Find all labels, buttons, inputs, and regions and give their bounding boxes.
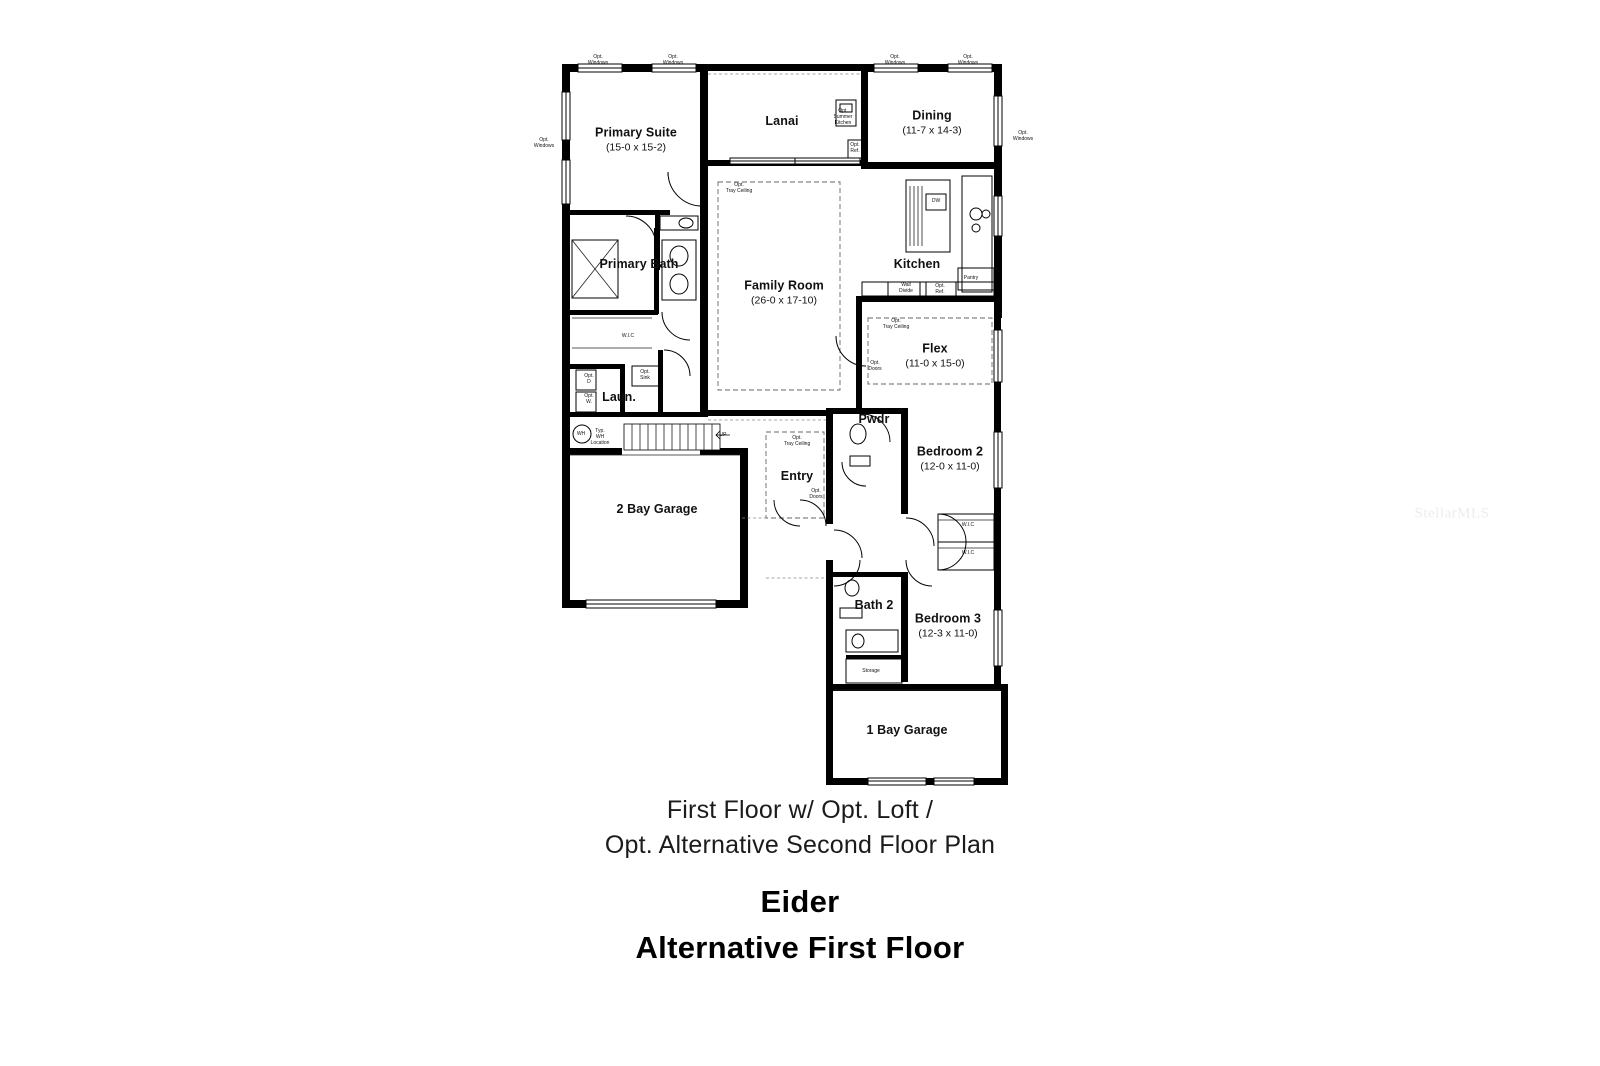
plan-annotation	[622, 333, 634, 339]
plan-title-model-name: Eider	[760, 884, 840, 919]
room-label	[602, 390, 636, 406]
room-name: Primary Bath	[599, 257, 679, 272]
room-name: Dining	[912, 108, 952, 123]
annotation-line: Tray Ceiling	[882, 324, 910, 330]
annotation-line: Opt.	[891, 318, 901, 324]
plan-annotation	[588, 54, 608, 66]
plan-annotation	[720, 432, 727, 438]
plan-annotation	[534, 137, 554, 149]
room-label	[866, 723, 947, 739]
annotation-line: Sink	[640, 375, 650, 381]
room-name: Pwdr	[858, 412, 890, 427]
annotation-line: Wall	[901, 282, 911, 288]
annotation-line: D	[587, 379, 591, 385]
plan-annotation	[932, 198, 940, 204]
room-name: Entry	[780, 469, 814, 484]
plan-annotation	[962, 522, 974, 528]
annotation-line: Opt.	[935, 283, 945, 289]
room-name: 2 Bay Garage	[616, 502, 698, 517]
plan-annotation	[964, 275, 978, 281]
watermark: StellarMLS	[1414, 505, 1490, 522]
annotation-line: Opt.	[734, 182, 744, 188]
room-label	[595, 126, 677, 155]
annotation-line: Ref.	[850, 148, 860, 154]
plan-annotation	[899, 282, 913, 294]
annotation-line: Storage	[862, 668, 880, 674]
room-label	[894, 257, 941, 273]
room-label	[917, 445, 983, 474]
annotation-line: Location	[590, 440, 610, 446]
room-label	[855, 598, 894, 614]
annotation-line: Opt.	[1018, 130, 1028, 136]
plan-annotation	[958, 54, 978, 66]
annotation-line: Windows	[533, 143, 555, 149]
annotation-line: Divide	[899, 288, 913, 294]
annotation-line: Opt.	[963, 54, 973, 60]
annotation-line: Summer	[833, 114, 853, 120]
room-dimensions: (15-0 x 15-2)	[605, 141, 667, 154]
annotation-line: Doors	[868, 366, 882, 372]
plan-annotation	[640, 369, 650, 381]
annotation-line: Windows	[662, 60, 684, 66]
room-label	[744, 279, 824, 308]
annotation-line: Opt.	[811, 488, 821, 494]
room-name: Laun.	[602, 390, 636, 405]
plan-annotation	[850, 142, 859, 154]
annotation-line: Opt.	[584, 393, 594, 399]
room-name: Flex	[922, 341, 948, 356]
annotation-line: WH	[576, 431, 586, 437]
annotation-line: Opt.	[584, 373, 594, 379]
annotation-line: UP	[719, 432, 727, 438]
plan-annotation	[868, 360, 881, 372]
annotation-line: DW	[931, 198, 941, 204]
annotation-line: Opt.	[668, 54, 678, 60]
room-label	[859, 412, 890, 428]
room-label	[616, 502, 697, 518]
plan-annotation	[862, 668, 880, 674]
plan-annotation	[885, 54, 905, 66]
annotation-line: Kitchen	[834, 120, 852, 126]
plan-annotation	[584, 373, 593, 385]
annotation-line: Opt.	[792, 435, 802, 441]
room-label	[915, 612, 981, 641]
annotation-line: Tray Ceiling	[725, 188, 753, 194]
plan-annotation	[591, 428, 610, 446]
plan-title-variant: Alternative First Floor	[635, 930, 965, 965]
room-dimensions: (11-0 x 15-0)	[905, 357, 965, 370]
plan-annotation	[1013, 130, 1033, 142]
annotation-line: Windows	[1012, 136, 1034, 142]
room-name: Primary Suite	[595, 125, 677, 140]
annotation-line: W.I.C	[961, 522, 975, 528]
annotation-line: Pantry	[963, 275, 979, 281]
annotation-line: Typ.	[595, 428, 605, 434]
annotation-line: Doors	[809, 494, 823, 500]
annotation-line: Windows	[884, 60, 906, 66]
room-label	[902, 109, 961, 138]
room-name: 1 Bay Garage	[866, 723, 948, 738]
plan-annotation	[726, 182, 753, 194]
plan-annotation	[883, 318, 910, 330]
room-name: Family Room	[744, 278, 824, 293]
annotation-line: W.	[586, 399, 592, 405]
annotation-line: WH	[595, 434, 605, 440]
room-dimensions: (12-3 x 11-0)	[918, 627, 978, 640]
room-name: Bedroom 3	[914, 611, 982, 626]
annotation-line: Opt.	[539, 137, 549, 143]
annotation-line: Windows	[957, 60, 979, 66]
plan-annotation	[935, 283, 944, 295]
room-dimensions: (12-0 x 11-0)	[920, 460, 980, 473]
annotation-line: Opt.	[850, 142, 860, 148]
plan-annotation	[577, 431, 585, 437]
annotation-line: Tray Ceiling	[783, 441, 811, 447]
annotation-line: Opt.	[640, 369, 650, 375]
plan-annotation	[784, 435, 811, 447]
plan-annotation	[962, 550, 974, 556]
room-label	[765, 114, 798, 130]
plan-annotation	[584, 393, 593, 405]
plan-annotation	[834, 108, 853, 126]
annotation-line: Windows	[587, 60, 609, 66]
annotation-line: Ref.	[935, 289, 945, 295]
annotation-line: W.I.C	[621, 333, 635, 339]
annotation-line: Opt.	[838, 108, 848, 114]
annotation-line: Opt.	[870, 360, 880, 366]
room-name: Bath 2	[854, 598, 894, 613]
plan-caption-line-2: Opt. Alternative Second Floor Plan	[604, 831, 996, 859]
plan-annotation	[809, 488, 822, 500]
plan-walls	[562, 64, 1008, 785]
room-label	[599, 257, 678, 273]
room-dimensions: (26-0 x 17-10)	[751, 294, 817, 307]
room-name: Bedroom 2	[916, 444, 984, 459]
room-dimensions: (11-7 x 14-3)	[902, 124, 962, 137]
room-label	[781, 469, 813, 485]
plan-annotation	[663, 54, 683, 66]
plan-caption-line-1: First Floor w/ Opt. Loft /	[666, 796, 934, 824]
annotation-line: Opt.	[593, 54, 603, 60]
room-label	[905, 342, 964, 371]
room-name: Kitchen	[893, 257, 941, 272]
room-name: Lanai	[765, 114, 799, 129]
annotation-line: Opt.	[890, 54, 900, 60]
annotation-line: W.I.C	[961, 550, 975, 556]
